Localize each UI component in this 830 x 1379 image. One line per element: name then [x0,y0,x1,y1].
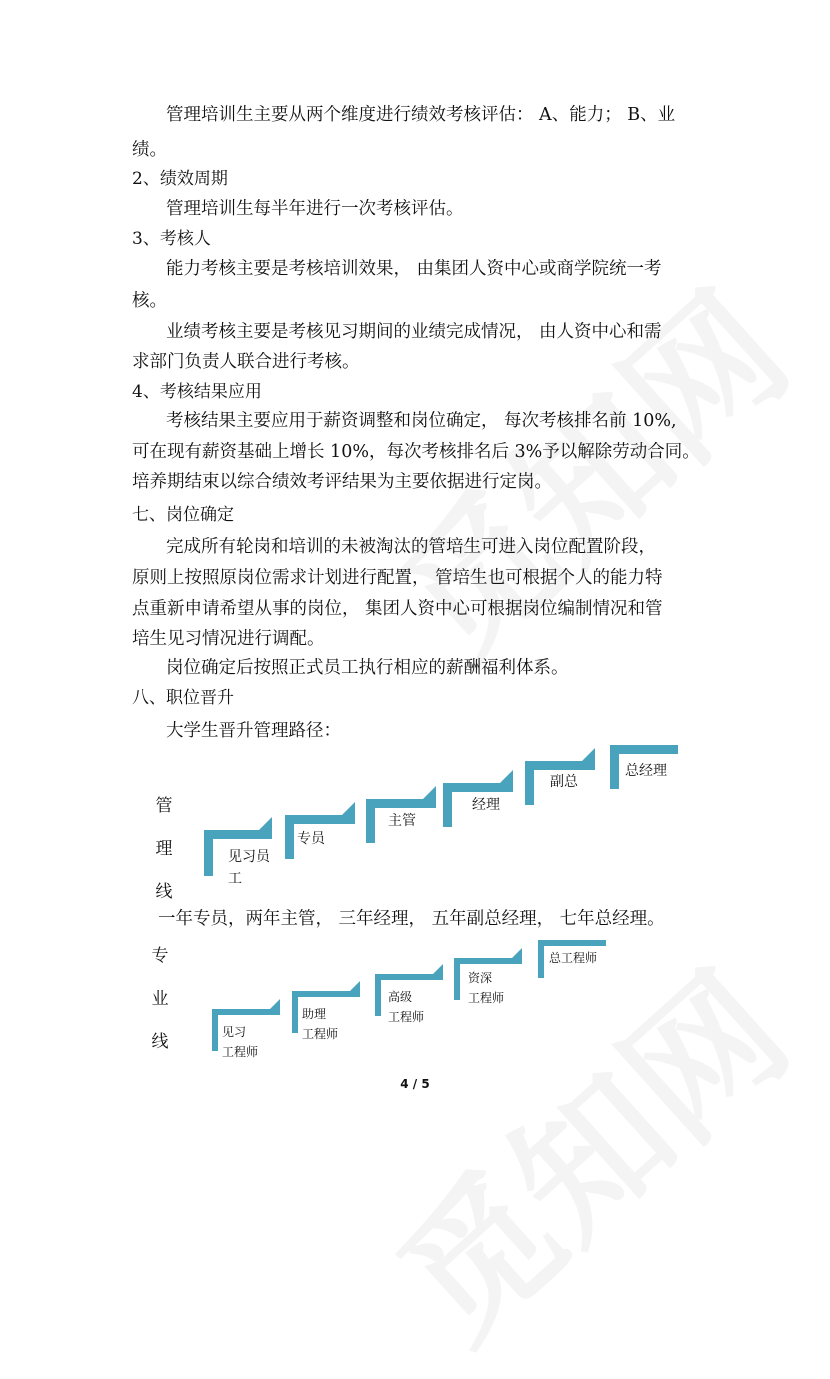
step-corner-triangle [582,748,595,761]
management-step-label: 总经理 [625,763,667,779]
paragraph-line: 业绩考核主要是考核见习期间的业绩完成情况， 由人资中心和需 [166,322,662,342]
management-line-label-char: 理 [155,839,173,859]
paragraph-line: 完成所有轮岗和培训的未被淘汰的管培生可进入岗位配置阶段， [166,537,656,557]
step-corner-triangle [500,770,513,783]
section-heading: 七、岗位确定 [132,505,234,525]
paragraph-line: 岗位确定后按照正式员工执行相应的薪酬福利体系。 [166,658,569,678]
paragraph-line: 大学生晋升管理路径： [166,721,341,741]
paragraph-line: 求部门负责人联合进行考核。 [132,352,360,372]
paragraph-line: 原则上按照原岗位需求计划进行配置， 管培生也可根据个人的能力特 [132,568,663,588]
watermark [346,237,825,699]
paragraph-line: 管理培训生主要从两个维度进行绩效考核评估： A、能力； B、业 [166,105,676,125]
paragraph-line: 培生见习情况进行调配。 [132,629,325,649]
management-step-label: 见习员 工 [228,849,270,887]
section-heading: 八、职位晋升 [132,688,234,708]
professional-step-label: 高级 工程师 [388,990,425,1024]
management-step-label: 专员 [297,831,325,847]
paragraph-line: 绩。 [132,140,167,160]
paragraph-line: 点重新申请希望从事的岗位， 集团人资中心可根据岗位编制情况和管 [132,599,663,619]
professional-step-label: 总工程师 [549,951,598,965]
professional-step-label: 资深 工程师 [468,971,505,1005]
step-corner-triangle [270,999,280,1009]
promotion-summary: 一年专员，两年主管， 三年经理， 五年副总经理， 七年总经理。 [158,909,665,929]
paragraph-line: 管理培训生每半年进行一次考核评估。 [166,199,464,219]
step-corner-triangle [423,786,436,799]
paragraph-line: 考核结果主要应用于薪资调整和岗位确定， 每次考核排名前 10%, [166,411,677,431]
management-step-label: 主管 [388,813,416,829]
management-line-label-char: 管 [155,796,173,816]
professional-step-label: 见习 工程师 [222,1025,259,1059]
management-line-label-char: 线 [155,882,173,902]
step-corner-triangle [433,964,443,974]
section-heading: 3、考核人 [132,229,211,249]
professional-step-label: 助理 工程师 [302,1007,339,1041]
section-heading: 2、绩效周期 [132,169,228,189]
paragraph-line: 培养期结束以综合绩效考评结果为主要依据进行定岗。 [132,472,552,492]
page-number: 4 / 5 [400,1077,430,1091]
professional-line-label-char: 业 [151,989,169,1009]
section-heading: 4、考核结果应用 [132,382,262,402]
management-step-label: 副总 [550,774,578,790]
paragraph-line: 可在现有薪资基础上增长 10%，每次考核排名后 3%予以解除劳动合同。 [132,442,700,462]
step-corner-triangle [342,802,355,815]
step-corner-triangle [259,817,272,830]
paragraph-line: 能力考核主要是考核培训效果， 由集团人资中心或商学院统一考 [166,259,662,279]
management-step-label: 经理 [472,797,500,813]
professional-line-label-char: 线 [151,1032,169,1052]
paragraph-line: 核。 [132,291,167,311]
professional-line-label-char: 专 [151,946,169,966]
step-corner-triangle [350,981,360,991]
step-corner-triangle [512,948,522,958]
